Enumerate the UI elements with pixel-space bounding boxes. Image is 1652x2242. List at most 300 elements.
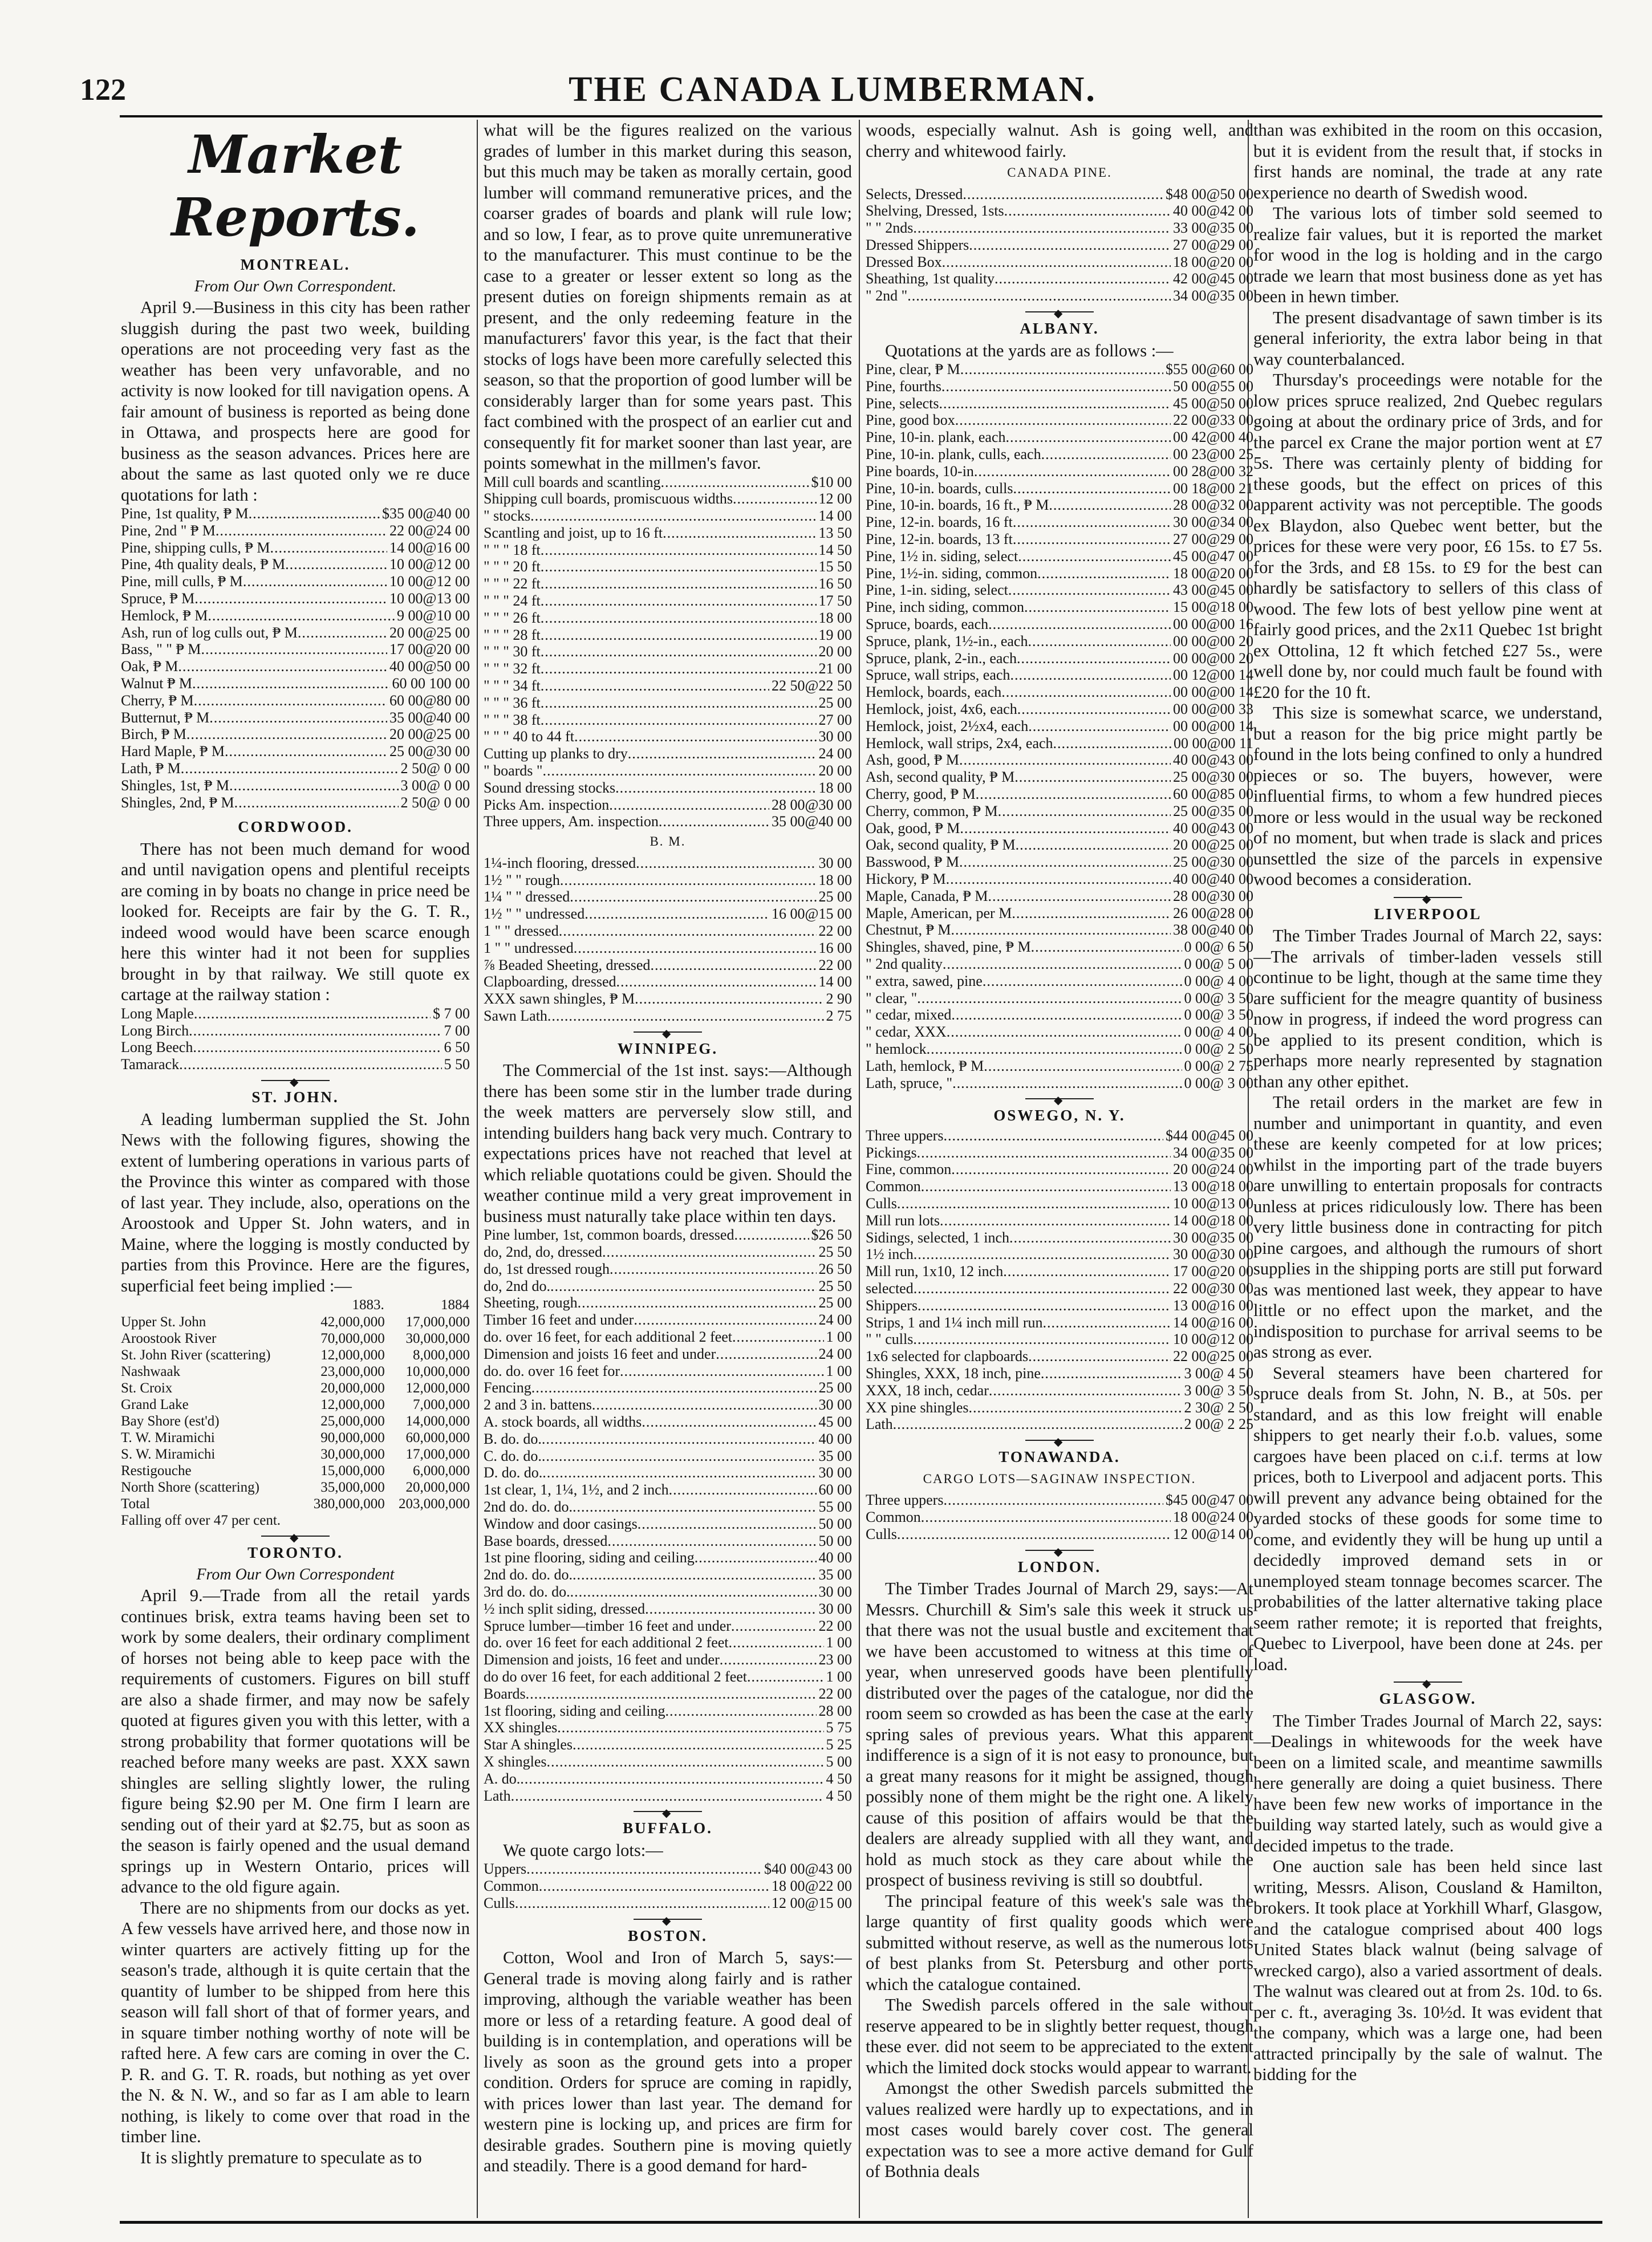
price-row bbox=[484, 973, 852, 990]
price-value: 6 50 bbox=[444, 1039, 470, 1056]
price-item: " " " 26 ft bbox=[484, 609, 541, 626]
section-divider bbox=[634, 1811, 702, 1812]
dot-leader bbox=[1018, 548, 1171, 565]
price-row bbox=[484, 1685, 852, 1703]
price-item: Dressed Shippers bbox=[866, 236, 969, 253]
price-value: 2 50@ 0 00 bbox=[400, 794, 470, 811]
price-item: Sheathing, 1st quality bbox=[866, 270, 995, 287]
dot-leader bbox=[541, 575, 817, 592]
price-item: Pine, 1½ in. siding, select bbox=[866, 547, 1018, 564]
section-divider bbox=[1025, 1550, 1094, 1551]
dot-leader bbox=[969, 1399, 1182, 1416]
price-item: Shipping cull boards, promiscuous widths bbox=[484, 490, 733, 507]
price-value: 30 00 bbox=[818, 1583, 852, 1600]
price-item: Culls bbox=[866, 1195, 897, 1212]
region-name: St. Croix bbox=[121, 1380, 173, 1396]
price-item: Pine, 1-in. siding, select bbox=[866, 582, 1008, 599]
footer-rule bbox=[120, 2221, 1602, 2224]
price-value: 42 00@45 00 bbox=[1173, 270, 1253, 287]
price-value: 3 00@ 3 50 bbox=[1184, 1382, 1253, 1399]
price-item: Common bbox=[866, 1508, 921, 1525]
dot-leader bbox=[1017, 701, 1171, 718]
dot-leader bbox=[208, 607, 395, 624]
price-item: " " " 36 ft bbox=[484, 694, 541, 711]
price-value: 13 50 bbox=[818, 524, 852, 541]
dot-leader bbox=[963, 186, 1163, 203]
price-row bbox=[866, 565, 1253, 582]
dot-leader bbox=[547, 1008, 824, 1025]
dot-leader bbox=[194, 692, 387, 709]
price-value: $55 00@60 00 bbox=[1166, 361, 1253, 378]
dot-leader bbox=[634, 1311, 816, 1329]
price-row bbox=[866, 718, 1253, 735]
price-row bbox=[866, 1331, 1253, 1348]
price-item: Dimension and joists 16 feet and under bbox=[484, 1345, 716, 1362]
dot-leader bbox=[907, 287, 1171, 304]
price-value: 60 00 bbox=[818, 1481, 852, 1498]
price-row bbox=[121, 760, 470, 777]
column-header: 1883. bbox=[352, 1297, 384, 1313]
price-row bbox=[484, 1895, 852, 1912]
price-value: 60 00@80 00 bbox=[389, 692, 470, 709]
price-value: 17 00@20 00 bbox=[389, 641, 470, 658]
dot-leader bbox=[897, 1526, 1171, 1543]
price-item: Ash, run of log culls out, ₱ M bbox=[121, 624, 298, 641]
dot-leader bbox=[541, 694, 817, 712]
price-value: 21 00 bbox=[818, 660, 852, 677]
price-value: $40 00@43 00 bbox=[764, 1861, 852, 1878]
price-item: Lath, spruce, " bbox=[866, 1074, 953, 1091]
byline: From Our Own Correspondent. bbox=[194, 277, 397, 295]
price-value: 0 00@ 4 00 bbox=[1184, 972, 1253, 989]
price-value: 24 00 bbox=[818, 1345, 852, 1362]
price-value: 25 00@30 00 bbox=[389, 743, 470, 760]
article-paragraph: There has not been much demand for wood and until navigation opens and plentiful receipts are coming in by boats no change in price need be looked for. Receipts are fair by the G. T. R., indeed wood would have been scarce enough here this winter had it not been for supplies brought in by that railway. We still quote ex cartage at the railway station : bbox=[121, 839, 470, 1005]
price-item: Spruce, wall strips, each bbox=[866, 667, 1010, 684]
article-paragraph: The retail orders in the market are few in number and unimportant in quantity, and even these are keenly competed for at low prices; whilst in the importing part of the trade buyers are unwilling to entertain proposals for contracts unless at prices ridiculously low. There has been very little business done in contracting for pitch pine cargoes, and although the rumours of short supplies in the shipping ports are still put forward as was mentioned last week, they appear to have little or no effect upon the market, and the indisposition to purchase for arrival seems to be as strong as ever. bbox=[1253, 1092, 1602, 1362]
section-heading-london: LONDON. bbox=[1017, 1558, 1102, 1575]
dot-leader bbox=[578, 1294, 817, 1311]
price-item: Pine, 2nd " ₱ M bbox=[121, 522, 216, 539]
price-item: Scantling and joist, up to 16 ft bbox=[484, 524, 663, 541]
article-paragraph: The principal feature of this week's sale was the large quantity of first quality goods which were submitted without reserve, as well as the numerous lots of best planks from St. Petersburg and other ports which the catalogue contained. bbox=[866, 1891, 1253, 1994]
price-item: Boards bbox=[484, 1685, 526, 1702]
price-item: " " " 34 ft bbox=[484, 677, 541, 694]
article-paragraph: The present disadvantage of sawn timber is its general inferiority, the extra labor being in that way counterbalanced. bbox=[1253, 307, 1602, 369]
price-row bbox=[484, 957, 852, 974]
price-row bbox=[484, 855, 852, 872]
feet-value: 12,000,000 bbox=[405, 1380, 470, 1396]
price-row bbox=[866, 1212, 1253, 1229]
dot-leader bbox=[921, 1509, 1171, 1526]
price-value: 9 00@10 00 bbox=[397, 607, 470, 624]
price-item: Spruce, boards, each bbox=[866, 616, 989, 633]
dot-leader bbox=[511, 1788, 824, 1805]
article-paragraph: The Timber Trades Journal of March 22, says:—Dealings in whitewoods for the week have been on a limited scale, and meantime sawmills here generally are doing a quiet business. There have been few new works of importance in the building way started lately, such as would give a decided impetus to the trade. bbox=[1253, 1711, 1602, 1855]
dot-leader bbox=[921, 1178, 1171, 1195]
price-row bbox=[121, 590, 470, 607]
price-item: XX pine shingles bbox=[866, 1399, 969, 1416]
price-item: " boards " bbox=[484, 762, 543, 779]
price-value: 50 00@55 00 bbox=[1173, 377, 1253, 395]
price-row bbox=[866, 684, 1253, 701]
price-row bbox=[484, 1566, 852, 1583]
price-row bbox=[866, 270, 1253, 287]
price-value: 22 00 bbox=[818, 1617, 852, 1634]
dot-leader bbox=[1028, 1348, 1171, 1365]
dot-leader bbox=[573, 1566, 817, 1583]
price-value: 28 00@30 00 bbox=[772, 796, 852, 813]
price-row bbox=[121, 539, 470, 557]
falling-off-note: Falling off over 47 per cent. bbox=[121, 1513, 281, 1529]
price-item: " extra, sawed, pine bbox=[866, 972, 983, 989]
price-list-winnipeg bbox=[484, 1226, 852, 1804]
article-paragraph: what will be the figures realized on the various grades of lumber in this market during this season, but this much may be taken as morally certain, good lumber will command remunerative prices, and the coarser grades of boards and plank will rule low; and so low, I fear, as to prove quite unremunerative to the manufacturer. This must continue to be the case to a greater or lesser extent so long as the present duties on foreign shipments remain as at present, and the only redeeming feature in the manufacturers' favor this year, is the fact that their stocks of logs have been more carefully selected this season, so that the proportion of good lumber will be considerably larger than for some years past. This fact combined with the prospect of an earlier cut and consequently fit for market sooner than last year, are points somewhat in the millmen's favor. bbox=[484, 120, 852, 473]
price-item: Shingles, 1st, ₱ M bbox=[121, 777, 229, 794]
dot-leader bbox=[539, 1878, 769, 1895]
price-row bbox=[484, 712, 852, 729]
price-value: 28 00@32 00 bbox=[1173, 497, 1253, 514]
dot-leader bbox=[659, 813, 769, 830]
price-value: 5 75 bbox=[826, 1719, 852, 1736]
dot-leader bbox=[193, 1039, 441, 1056]
price-item: Timber 16 feet and under bbox=[484, 1311, 634, 1329]
price-value: 16 00 bbox=[818, 939, 852, 956]
dot-leader bbox=[530, 507, 816, 525]
table-row bbox=[121, 1446, 470, 1463]
column-divider bbox=[859, 120, 860, 2218]
price-item: Hemlock, wall strips, 2x4, each bbox=[866, 734, 1053, 752]
price-row bbox=[866, 1314, 1253, 1331]
price-list-albany bbox=[866, 361, 1253, 1091]
dot-leader bbox=[585, 905, 769, 923]
dot-leader bbox=[189, 1022, 441, 1039]
price-row bbox=[866, 1144, 1253, 1161]
dot-leader bbox=[1009, 1229, 1171, 1246]
feet-value: 12,000,000 bbox=[320, 1347, 385, 1363]
price-row bbox=[484, 797, 852, 814]
price-item: Three uppers bbox=[866, 1127, 944, 1144]
price-value: 00 00@00 20 bbox=[1173, 632, 1253, 649]
price-item: Butternut, ₱ M bbox=[121, 709, 210, 726]
dot-leader bbox=[620, 1363, 824, 1380]
price-value: 25 00 bbox=[818, 1294, 852, 1311]
price-value: 22 00 bbox=[818, 1685, 852, 1702]
price-value: 45 00 bbox=[818, 1413, 852, 1430]
dot-leader bbox=[574, 728, 817, 745]
price-value: 12 00@14 00 bbox=[1173, 1525, 1253, 1542]
price-row bbox=[484, 1719, 852, 1736]
price-row bbox=[866, 429, 1253, 446]
dot-leader bbox=[650, 957, 816, 974]
price-value: 35 00@40 00 bbox=[389, 709, 470, 726]
price-value: 35 00 bbox=[818, 1447, 852, 1464]
price-item: Common bbox=[866, 1178, 921, 1195]
price-row bbox=[484, 1396, 852, 1414]
dot-leader bbox=[543, 762, 817, 779]
price-value: 00 23@00 25 bbox=[1173, 446, 1253, 463]
dot-leader bbox=[635, 990, 823, 1008]
price-item: 3rd do. do. do. bbox=[484, 1583, 570, 1600]
dot-leader bbox=[1012, 905, 1171, 922]
price-row bbox=[484, 575, 852, 592]
price-value: 00 12@00 14 bbox=[1173, 667, 1253, 684]
price-item: do, 1st dressed rough bbox=[484, 1260, 610, 1277]
dot-leader bbox=[570, 1583, 817, 1601]
column-3 bbox=[866, 120, 1253, 2182]
article-paragraph: woods, especially walnut. Ash is going well, and cherry and whitewood fairly. bbox=[866, 120, 1253, 161]
price-value: $48 00@50 00 bbox=[1166, 185, 1253, 202]
region-name: Bay Shore (est'd) bbox=[121, 1414, 220, 1429]
price-value: 1 00 bbox=[826, 1668, 852, 1685]
price-row bbox=[866, 1058, 1253, 1075]
price-value: 0 00@ 2 50 bbox=[1184, 1040, 1253, 1057]
price-row bbox=[121, 573, 470, 590]
price-row bbox=[484, 1703, 852, 1720]
price-row bbox=[866, 1229, 1253, 1246]
dot-leader bbox=[952, 1075, 1182, 1092]
dot-leader bbox=[1028, 633, 1171, 650]
price-value: 10 00@12 00 bbox=[1173, 1331, 1253, 1348]
price-item: Lath bbox=[484, 1787, 511, 1804]
price-row bbox=[484, 905, 852, 923]
dot-leader bbox=[541, 643, 817, 660]
price-row bbox=[121, 709, 470, 726]
price-item: Maple, Canada, ₱ M bbox=[866, 887, 988, 904]
price-value: 20 00@25 00 bbox=[1173, 836, 1253, 854]
dot-leader bbox=[731, 1618, 817, 1635]
price-item: Oak, ₱ M bbox=[121, 658, 178, 675]
price-item: Oak, second quality, ₱ M bbox=[866, 836, 1016, 854]
price-item: Pine, 10-in. plank, culls, each bbox=[866, 446, 1041, 463]
section-heading-oswego: OSWEGO, N. Y. bbox=[993, 1107, 1126, 1124]
price-value: 00 00@00 14 bbox=[1173, 684, 1253, 701]
price-value: 60 00@85 00 bbox=[1173, 786, 1253, 802]
price-item: Pine, clear, ₱ M bbox=[866, 361, 960, 378]
article-paragraph: The Timber Trades Journal of March 22, says:—The arrivals of timber-laden vessels still continue to be light, though at the same time they are sufficient for the meagre quantity of business now in progress, if indeed the word progress can be applied to its present condition, which is perhaps more nearly represented by stagnation than any other epithet. bbox=[1253, 926, 1602, 1091]
price-row bbox=[866, 514, 1253, 531]
price-item: Walnut ₱ M bbox=[121, 675, 193, 692]
price-value: 26 50 bbox=[818, 1260, 852, 1277]
price-row bbox=[866, 786, 1253, 803]
dot-leader bbox=[628, 745, 817, 762]
price-value: 4 50 bbox=[826, 1770, 852, 1787]
price-row bbox=[866, 480, 1253, 497]
dot-leader bbox=[636, 855, 816, 872]
price-item: " " " 24 ft bbox=[484, 592, 541, 610]
price-value: 25 00@30 00 bbox=[1173, 769, 1253, 786]
price-item: 2nd do. do. do. bbox=[484, 1566, 573, 1583]
feet-value: 12,000,000 bbox=[320, 1397, 385, 1413]
article-paragraph: Quotations at the yards are as follows :— bbox=[885, 340, 1174, 360]
price-row bbox=[484, 1533, 852, 1550]
price-row bbox=[866, 1526, 1253, 1543]
total-1884: 203,000,000 bbox=[399, 1496, 470, 1512]
price-value: 30 00 bbox=[818, 1600, 852, 1617]
price-value: 50 00 bbox=[818, 1515, 852, 1532]
dot-leader bbox=[720, 1651, 817, 1668]
price-row bbox=[121, 624, 470, 641]
price-value: 00 18@00 21 bbox=[1173, 480, 1253, 497]
feet-value: 30,000,000 bbox=[320, 1447, 385, 1463]
price-item: Cherry, ₱ M bbox=[121, 692, 194, 709]
table-row bbox=[121, 1380, 470, 1396]
price-row bbox=[484, 694, 852, 712]
price-item: Long Birch bbox=[121, 1022, 189, 1039]
dot-leader bbox=[734, 1226, 809, 1244]
section-heading-tonawanda: TONAWANDA. bbox=[998, 1448, 1121, 1466]
price-value: 5 25 bbox=[826, 1736, 852, 1753]
price-item: Pine, mill culls, ₱ M bbox=[121, 573, 243, 590]
price-row bbox=[484, 1498, 852, 1516]
price-item: Mill run, 1x10, 12 inch bbox=[866, 1263, 1004, 1280]
price-value: 25 00 bbox=[818, 888, 852, 905]
price-row bbox=[866, 287, 1253, 304]
price-item: A. stock boards, all widths bbox=[484, 1413, 642, 1430]
byline: From Our Own Correspondent bbox=[196, 1565, 395, 1583]
region-name: Upper St. John bbox=[121, 1314, 206, 1330]
dot-leader bbox=[914, 1246, 1171, 1263]
price-item: Bass, " " ₱ M bbox=[121, 641, 201, 658]
dot-leader bbox=[943, 1127, 1163, 1144]
price-item: Spruce lumber—timber 16 feet and under bbox=[484, 1617, 731, 1634]
price-value: 1 00 bbox=[826, 1362, 852, 1379]
price-row bbox=[866, 1382, 1253, 1399]
price-value: 1 00 bbox=[826, 1634, 852, 1651]
column-4 bbox=[1253, 120, 1602, 2085]
dot-leader bbox=[243, 573, 387, 590]
price-value: 00 00@00 16 bbox=[1173, 616, 1253, 633]
price-item: C. do. do. bbox=[484, 1447, 542, 1464]
price-item: do. do. over 16 feet for bbox=[484, 1362, 620, 1379]
table-row bbox=[121, 1347, 470, 1363]
price-item: " " " 40 to 44 ft bbox=[484, 728, 574, 745]
price-value: 10 00@13 00 bbox=[1173, 1195, 1253, 1212]
price-value: 2 30@ 2 50 bbox=[1184, 1399, 1253, 1416]
price-row bbox=[484, 1651, 852, 1668]
price-row bbox=[484, 1770, 852, 1788]
price-value: 35 00@40 00 bbox=[772, 813, 852, 830]
price-row bbox=[866, 701, 1253, 718]
price-row bbox=[866, 752, 1253, 769]
price-value: 10 00@13 00 bbox=[389, 590, 470, 607]
price-item: 1st clear, 1, 1¼, 1½, and 2 inch bbox=[484, 1481, 669, 1498]
price-item: 1½ inch bbox=[866, 1246, 914, 1263]
price-row bbox=[866, 905, 1253, 922]
dot-leader bbox=[515, 1895, 769, 1912]
dot-leader bbox=[951, 1006, 1182, 1023]
price-item: Shelving, Dressed, 1sts bbox=[866, 202, 1004, 220]
dot-leader bbox=[946, 871, 1171, 888]
dot-leader bbox=[716, 1346, 816, 1363]
feet-value: 60,000,000 bbox=[405, 1430, 470, 1446]
price-value: 30 00@34 00 bbox=[1173, 514, 1253, 531]
price-row bbox=[866, 1416, 1253, 1433]
price-value: 14 00@16 00 bbox=[389, 539, 470, 556]
dot-leader bbox=[914, 1280, 1171, 1297]
price-value: $44 00@45 00 bbox=[1166, 1127, 1253, 1144]
price-item: Pine boards, 10-in bbox=[866, 462, 974, 480]
header-rule bbox=[120, 115, 1602, 117]
price-row bbox=[866, 412, 1253, 429]
price-item: XXX, 18 inch, cedar bbox=[866, 1382, 989, 1399]
price-row bbox=[866, 220, 1253, 237]
dot-leader bbox=[559, 923, 817, 940]
dot-leader bbox=[1008, 582, 1171, 599]
price-row bbox=[484, 1346, 852, 1363]
price-item: " " " 20 ft bbox=[484, 558, 541, 575]
dot-leader bbox=[984, 1058, 1182, 1075]
price-row bbox=[484, 888, 852, 905]
price-row bbox=[484, 1668, 852, 1685]
dot-leader bbox=[939, 395, 1171, 412]
price-item: Hemlock, ₱ M bbox=[121, 607, 208, 624]
price-value: 14 00@16 00 bbox=[1173, 1314, 1253, 1331]
price-row bbox=[121, 692, 470, 709]
dot-leader bbox=[526, 1685, 817, 1703]
dot-leader bbox=[541, 660, 817, 677]
feet-value: 6,000,000 bbox=[413, 1463, 470, 1479]
price-row bbox=[866, 254, 1253, 271]
dot-leader bbox=[1041, 1365, 1182, 1382]
dot-leader bbox=[542, 1448, 817, 1465]
price-item: " " " 22 ft bbox=[484, 575, 541, 592]
region-name: T. W. Miramichi bbox=[121, 1430, 215, 1446]
price-item: Dimension and joists, 16 feet and under bbox=[484, 1651, 720, 1668]
dot-leader bbox=[729, 1634, 824, 1651]
price-row bbox=[121, 505, 470, 522]
dot-leader bbox=[192, 675, 389, 692]
price-value: 18 00@20 00 bbox=[1173, 253, 1253, 270]
price-row bbox=[484, 525, 852, 542]
price-row bbox=[484, 1736, 852, 1753]
price-row bbox=[121, 556, 470, 573]
page-number: 122 bbox=[80, 72, 126, 107]
feet-value: 20,000,000 bbox=[320, 1380, 385, 1396]
price-value: 3 00@ 0 00 bbox=[400, 777, 470, 794]
dot-leader bbox=[541, 712, 817, 729]
price-item: Basswood, ₱ M bbox=[866, 854, 959, 871]
section-heading-boston: BOSTON. bbox=[628, 1927, 708, 1944]
price-row bbox=[866, 939, 1253, 956]
price-row bbox=[484, 1278, 852, 1295]
dot-leader bbox=[974, 463, 1171, 480]
price-row bbox=[121, 522, 470, 539]
price-item: Lath, hemlock, ₱ M bbox=[866, 1057, 984, 1074]
price-row bbox=[121, 658, 470, 675]
dot-leader bbox=[665, 1703, 816, 1720]
dot-leader bbox=[1010, 667, 1171, 684]
article-paragraph: April 9.—Business in this city has been rather sluggish during the past two week, building operations are not proceeding very fast as the weather has been very unfavorable, and no activity is now looked for till navigation opens. A fair amount of business is reported as being done in Ottawa, and prospects here are good for business as the season advances. Prices here are about the same as last quoted only we re duce quotations for lath : bbox=[121, 298, 470, 505]
price-item: 1¼-inch flooring, dressed bbox=[484, 854, 636, 871]
price-value: 22 00@33 00 bbox=[1173, 412, 1253, 429]
price-value: 40 00 bbox=[818, 1430, 852, 1447]
price-row bbox=[484, 940, 852, 957]
dot-leader bbox=[1043, 1314, 1171, 1331]
dot-leader bbox=[609, 797, 769, 814]
price-value: 15 00@18 00 bbox=[1173, 599, 1253, 616]
dot-leader bbox=[1003, 1263, 1171, 1280]
region-name: Nashwaak bbox=[121, 1364, 181, 1380]
price-row bbox=[121, 777, 470, 794]
price-row bbox=[484, 542, 852, 559]
dot-leader bbox=[995, 270, 1171, 287]
price-value: $ 7 00 bbox=[433, 1005, 470, 1022]
price-item: " stocks bbox=[484, 507, 531, 525]
price-row bbox=[866, 463, 1253, 480]
price-row bbox=[121, 607, 470, 624]
price-value: 20 00@25 00 bbox=[389, 726, 470, 743]
